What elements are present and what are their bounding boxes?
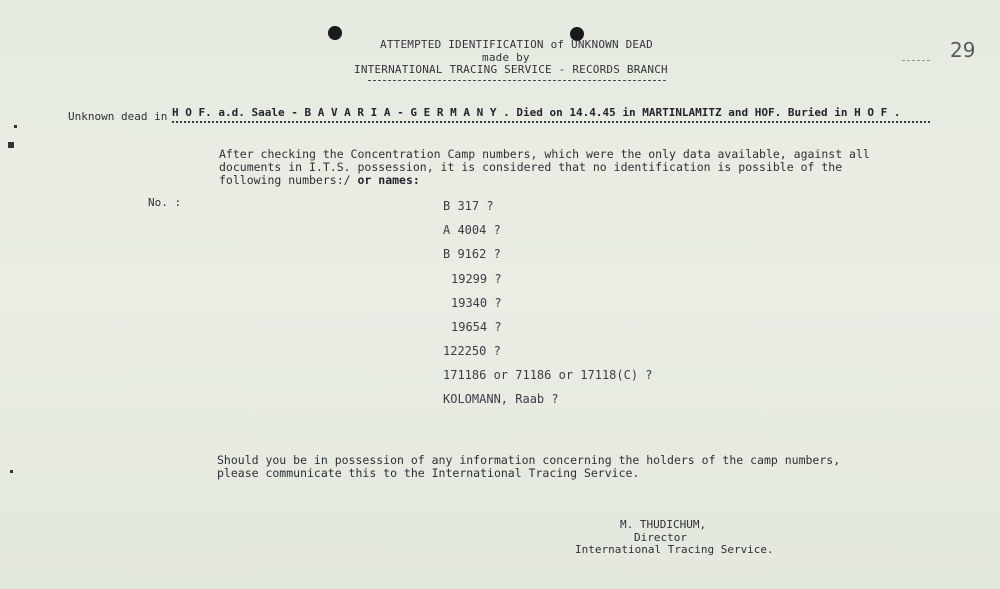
unknown-dead-details: H O F. a.d. Saale - B A V A R I A - G E R M A N Y . Died on 14.4.45 in MARTINLAMITZ and HOF. Buried in H O F . bbox=[172, 106, 930, 123]
paragraph-or-names: or names: bbox=[357, 173, 420, 187]
margin-mark bbox=[10, 470, 13, 473]
unknown-dead-label: Unknown dead in bbox=[68, 110, 168, 123]
header-title: ATTEMPTED IDENTIFICATION of UNKNOWN DEAD bbox=[380, 38, 653, 51]
list-item: 19340 ? bbox=[451, 296, 502, 310]
punch-hole-left bbox=[328, 26, 342, 40]
list-item: B 317 ? bbox=[443, 199, 494, 213]
list-item: KOLOMANN, Raab ? bbox=[443, 392, 559, 406]
header-underline bbox=[368, 80, 666, 81]
signature-organization: International Tracing Service. bbox=[575, 543, 774, 556]
signature-name: M. THUDICHUM, bbox=[620, 518, 707, 531]
paragraph-line-1: After checking the Concentration Camp numbers, which were the only data available, against all bbox=[219, 147, 870, 161]
page-number: 29 bbox=[950, 38, 976, 62]
list-item: 122250 ? bbox=[443, 344, 501, 358]
margin-mark bbox=[8, 142, 14, 148]
list-item: A 4004 ? bbox=[443, 223, 501, 237]
closing-line-1: Should you be in possession of any information concerning the holders of the camp numbers, bbox=[217, 453, 841, 467]
paragraph-following-numbers: following numbers:/ bbox=[219, 173, 351, 187]
header-organization: INTERNATIONAL TRACING SERVICE - RECORDS BRANCH bbox=[354, 63, 668, 76]
list-item: B 9162 ? bbox=[443, 247, 501, 261]
margin-mark bbox=[14, 125, 17, 128]
list-item: 19299 ? bbox=[451, 272, 502, 286]
closing-line-2: please communicate this to the International Tracing Service. bbox=[217, 466, 640, 480]
paragraph-line-3 bbox=[219, 174, 420, 187]
page-number-dash bbox=[902, 60, 930, 61]
signature-title: Director bbox=[634, 531, 687, 544]
paragraph-line-2: documents in I.T.S. possession, it is considered that no identification is possible of the bbox=[219, 160, 843, 174]
list-item: 19654 ? bbox=[451, 320, 502, 334]
number-list-label: No. : bbox=[148, 196, 182, 209]
header-subtitle: made by bbox=[482, 51, 530, 64]
list-item: 171186 or 71186 or 17118(C) ? bbox=[443, 368, 653, 382]
